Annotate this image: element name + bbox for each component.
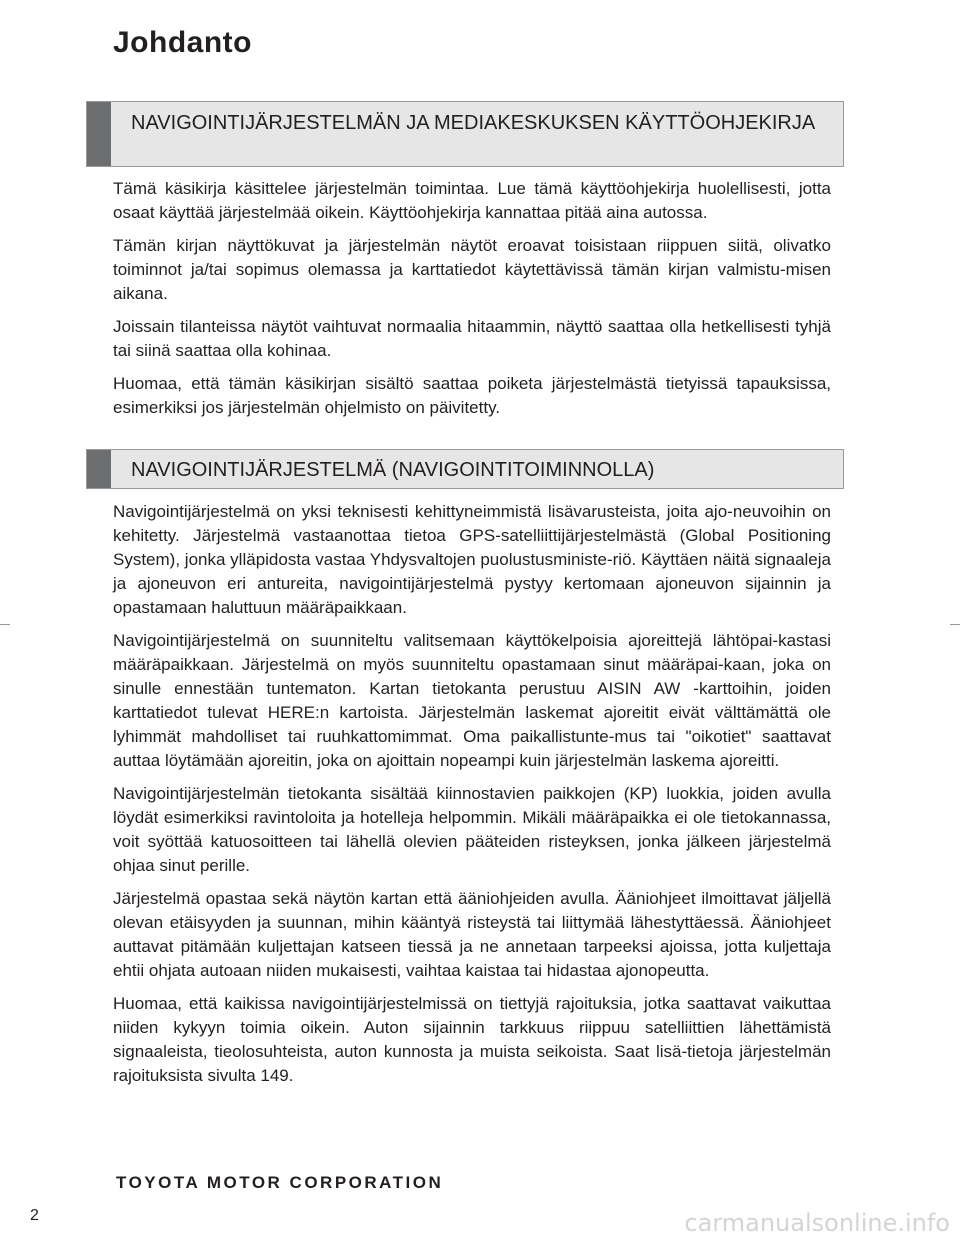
section-heading: NAVIGOINTIJÄRJESTELMÄN JA MEDIAKESKUKSEN KÄYTTÖOHJEKIRJA xyxy=(131,112,816,134)
page-number: 2 xyxy=(30,1207,39,1224)
paragraph: Tämän kirjan näyttökuvat ja järjestelmän näytöt eroavat toisistaan riippuen siitä, olivatko toiminnot ja/tai sopimus olemassa ja karttatiedot käytettävissä tämän kirjan valmistu-misen aikana. xyxy=(113,236,831,303)
crop-mark-left xyxy=(0,624,10,625)
page-title: Johdanto xyxy=(113,26,252,59)
paragraph: Navigointijärjestelmän tietokanta sisältää kiinnostavien paikkojen (KP) luokkia, joiden avulla löydät esimerkiksi ravintoloita ja hotelleja helpommin. Mikäli määräpaikka ei ole tietokannassa, voit syöttää katuosoitteen tai lähellä olevien pääteiden risteyksen, jonka jälkeen järjestelmä ohjaa sinut perille. xyxy=(113,784,831,875)
crop-mark-right xyxy=(950,624,960,625)
section-header-manual xyxy=(86,101,844,167)
paragraph: Huomaa, että kaikissa navigointijärjestelmissä on tiettyjä rajoituksia, jotka saattavat vaikuttaa niiden kykyyn toimia oikein. Auton sijainnin tarkkuus riippuu satelliittien lähettämistä signaaleista, tieolosuhteista, auton kunnosta ja muista seikoista. Saat lisä-tietoja järjestelmän rajoituksista sivulta 149. xyxy=(113,994,831,1085)
paragraph: Huomaa, että tämän käsikirjan sisältö saattaa poiketa järjestelmästä tietyissä tapauksissa, esimerkiksi jos järjestelmän ohjelmisto on päivitetty. xyxy=(113,374,831,417)
paragraph: Navigointijärjestelmä on suunniteltu valitsemaan käyttökelpoisia ajoreittejä lähtöpai-kastasi määräpaikkaan. Järjestelmä on myös suunniteltu opastamaan sinut määräpai-kaan, joka on sinulle ennestään tuntematon. Kartan tietokanta perustuu AISIN AW -karttoihin, joiden karttatiedot tulevat HERE:n kartoista. Järjestelmän laskemat ajoreitit eivät välttämättä ole lyhimmät mahdolliset tai ruuhkattomimmat. Oma paikallistunte-mus tai "oikotiet" saattavat auttaa löytämään ajoreitin, joka on ajoittain nopeampi kuin järjestelmän laskema ajoreitti. xyxy=(113,631,831,770)
watermark: carmanualsonline.info xyxy=(684,1209,950,1237)
section-body-manual xyxy=(113,177,831,429)
section-header-bar xyxy=(87,102,111,166)
section-header-bar xyxy=(87,450,111,488)
section-heading: NAVIGOINTIJÄRJESTELMÄ (NAVIGOINTITOIMINNOLLA) xyxy=(131,459,655,481)
paragraph: Tämä käsikirja käsittelee järjestelmän toimintaa. Lue tämä käyttöohjekirja huolellisesti, jotta osaat käyttää järjestelmää oikein. Käyttöohjekirja kannattaa pitää aina autossa. xyxy=(113,179,831,222)
paragraph: Joissain tilanteissa näytöt vaihtuvat normaalia hitaammin, näyttö saattaa olla hetkellisesti tyhjä tai siinä saattaa olla kohinaa. xyxy=(113,317,831,360)
paragraph: Järjestelmä opastaa sekä näytön kartan että ääniohjeiden avulla. Ääniohjeet ilmoittavat jäljellä olevan etäisyyden ja suunnan, mihin kääntyä risteystä tai liittymää lähestyttäessä. Ääniohjeet auttavat pitämään kuljettajan katseen tiessä ja ne annetaan tarpeeksi ajoissa, jotta kuljettaja ehtii ohjata autoaan niiden mukaisesti, vaihtaa kaistaa tai hidastaa ajonopeutta. xyxy=(113,889,831,980)
paragraph: Navigointijärjestelmä on yksi teknisesti kehittyneimmistä lisävarusteista, joita ajo-neuvoihin on kehitetty. Järjestelmä vastaanottaa tietoa GPS-satelliittijärjestelmästä (Global Positioning System), jonka ylläpidosta vastaa Yhdysvaltojen puolustusministe-riö. Käyttäen näitä signaaleja ja ajoneuvon eri antureita, navigointijärjestelmä pystyy kertomaan ajoneuvon sijainnin ja opastamaan haluttuun määräpaikkaan. xyxy=(113,502,831,617)
footer-brand: TOYOTA MOTOR CORPORATION xyxy=(116,1173,444,1192)
section-body-navigation xyxy=(113,500,831,1097)
section-header-navigation xyxy=(86,449,844,489)
